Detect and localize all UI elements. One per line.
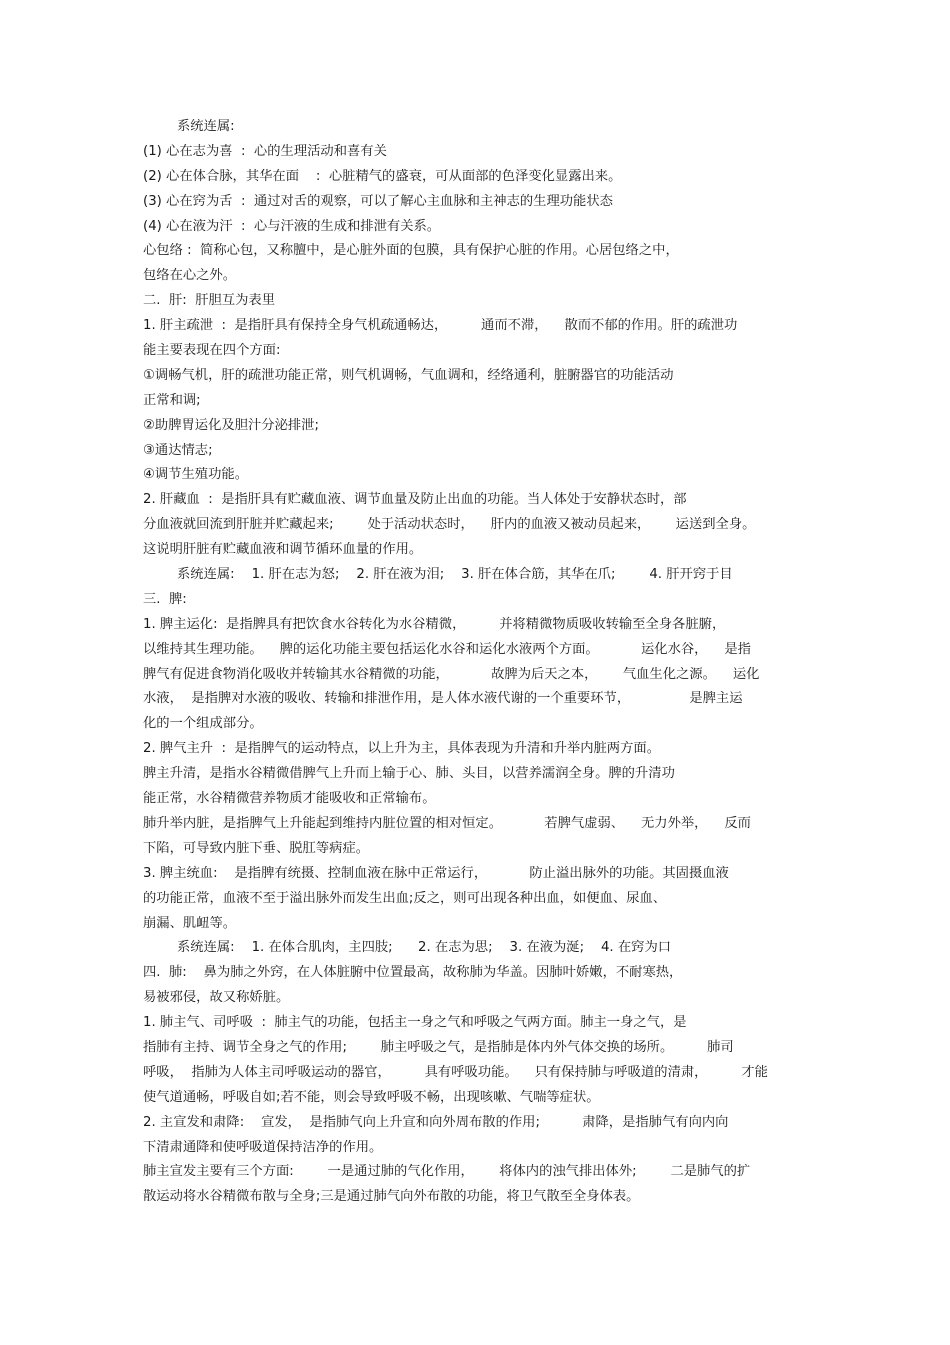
text-line: 水液， 是指脾对水液的吸收、转输和排泄作用，是人体水液代谢的一个重要环节， 是脾主运 — [143, 691, 743, 707]
text-line: 分血液就回流到肝脏并贮藏起来; 处于活动状态时， 肝内的血液又被动员起来， 运送到全身。 — [143, 517, 756, 533]
text-line: 脾主升清，是指水谷精微借脾气上升而上输于心、肺、头目，以营养濡润全身。脾的升清功 — [143, 766, 675, 782]
text-line: 1. 脾主运化: 是指脾具有把饮食水谷转化为水谷精微， 并将精微物质吸收转输至全身各脏腑， — [143, 616, 726, 632]
text-line: ①调畅气机，肝的疏泄功能正常，则气机调畅，气血调和，经络通利，脏腑器官的功能活动 — [143, 367, 674, 383]
text-line: ③通达情志; — [143, 442, 213, 458]
document-body — [143, 115, 813, 1210]
text-line: 3. 脾主统血: 是指脾有统摄、控制血液在脉中正常运行， 防止溢出脉外的功能。其固摄血液 — [143, 865, 729, 881]
text-line: 2. 脾气主升 : 是指脾气的运动特点，以上升为主，具体表现为升清和升举内脏两方面。 — [143, 741, 660, 757]
text-line: 正常和调; — [143, 392, 201, 408]
section-heading: 系统连属: 1. 在体合肌肉，主四肢; 2. 在志为思; 3. 在液为涎; 4. 在窍为口 — [177, 940, 672, 956]
text-line: 肺主宣发主要有三个方面: 一是通过肺的气化作用， 将体内的浊气排出体外; 二是肺气的扩 — [143, 1164, 751, 1180]
section-heading: 二. 肝: 肝胆互为表里 — [143, 293, 275, 309]
text-line: (3) 心在窍为舌 : 通过对舌的观察，可以了解心主血脉和主神志的生理功能状态 — [143, 193, 613, 209]
text-line: 能正常，水谷精微营养物质才能吸收和正常输布。 — [143, 791, 436, 807]
text-line: 脾气有促进食物消化吸收并转输其水谷精微的功能， 故脾为后天之本， 气血生化之源。 运化 — [143, 666, 760, 682]
text-line: 指肺有主持、调节全身之气的作用; 肺主呼吸之气，是指肺是体内外气体交换的场所。 肺司 — [143, 1039, 734, 1055]
text-line: 这说明肝脏有贮藏血液和调节循环血量的作用。 — [143, 542, 423, 558]
section-heading: 四. 肺: 鼻为肺之外窍，在人体脏腑中位置最高，故称肺为华盖。因肺叶娇嫩，不耐寒热， — [143, 965, 683, 981]
text-line: 能主要表现在四个方面: — [143, 343, 281, 359]
text-line: 以维持其生理功能。 脾的运化功能主要包括运化水谷和运化水液两个方面。 运化水谷， 是指 — [143, 641, 751, 657]
text-line: 化的一个组成部分。 — [143, 716, 263, 732]
text-line: 1. 肺主气、司呼吸 : 肺主气的功能，包括主一身之气和呼吸之气两方面。肺主一身之气，是 — [143, 1015, 687, 1031]
text-line: (4) 心在液为汗 : 心与汗液的生成和排泄有关系。 — [143, 218, 441, 234]
text-line: 下陷，可导致内脏下垂、脱肛等病症。 — [143, 840, 370, 856]
text-line: 易被邪侵，故又称娇脏。 — [143, 990, 290, 1006]
text-line: 肺升举内脏，是指脾气上升能起到维持内脏位置的相对恒定。 若脾气虚弱、 无力外举， 反而 — [143, 815, 751, 831]
text-line: 2. 肝藏血 : 是指肝具有贮藏血液、调节血量及防止出血的功能。当人体处于安静状态时，部 — [143, 492, 687, 508]
text-line: 呼吸， 指肺为人体主司呼吸运动的器官， 具有呼吸功能。 只有保持肺与呼吸道的清肃， 才能 — [143, 1064, 768, 1080]
text-line: 下清肃通降和使呼吸道保持洁净的作用。 — [143, 1139, 383, 1155]
text-line: (1) 心在志为喜 : 心的生理活动和喜有关 — [143, 143, 387, 159]
text-line: 崩漏、肌衄等。 — [143, 915, 237, 931]
section-heading: 系统连属: — [177, 119, 235, 134]
text-line: 包络在心之外。 — [143, 268, 237, 284]
text-line: 散运动将水谷精微布散与全身;三是通过肺气向外布散的功能，将卫气散至全身体表。 — [143, 1189, 640, 1205]
text-line: ②助脾胃运化及胆汁分泌排泄; — [143, 417, 319, 433]
text-line: 心包络 : 简称心包，又称膻中，是心脏外面的包膜，具有保护心脏的作用。心居包络之中， — [143, 243, 679, 259]
text-line: 2. 主宣发和肃降: 宣发， 是指肺气向上升宣和向外周布散的作用; 肃降，是指肺气有向内向 — [143, 1114, 729, 1130]
text-line: 使气道通畅，呼吸自如;若不能，则会导致呼吸不畅，出现咳嗽、气喘等症状。 — [143, 1089, 600, 1105]
text-line: 的功能正常，血液不至于溢出脉外而发生出血;反之，则可出现各种出血，如便血、尿血、 — [143, 890, 667, 906]
section-heading: 三. 脾: — [143, 591, 187, 607]
text-line: ④调节生殖功能。 — [143, 467, 248, 483]
section-heading: 系统连属: 1. 肝在志为怒; 2. 肝在液为泪; 3. 肝在体合筋，其华在爪; 4. 肝开窍于目 — [177, 567, 733, 583]
text-line: (2) 心在体合脉，其华在面 : 心脏精气的盛衰，可从面部的色泽变化显露出来。 — [143, 168, 622, 184]
text-line: 1. 肝主疏泄 : 是指肝具有保持全身气机疏通畅达， 通而不滞， 散而不郁的作用。肝的疏泄功 — [143, 318, 738, 334]
